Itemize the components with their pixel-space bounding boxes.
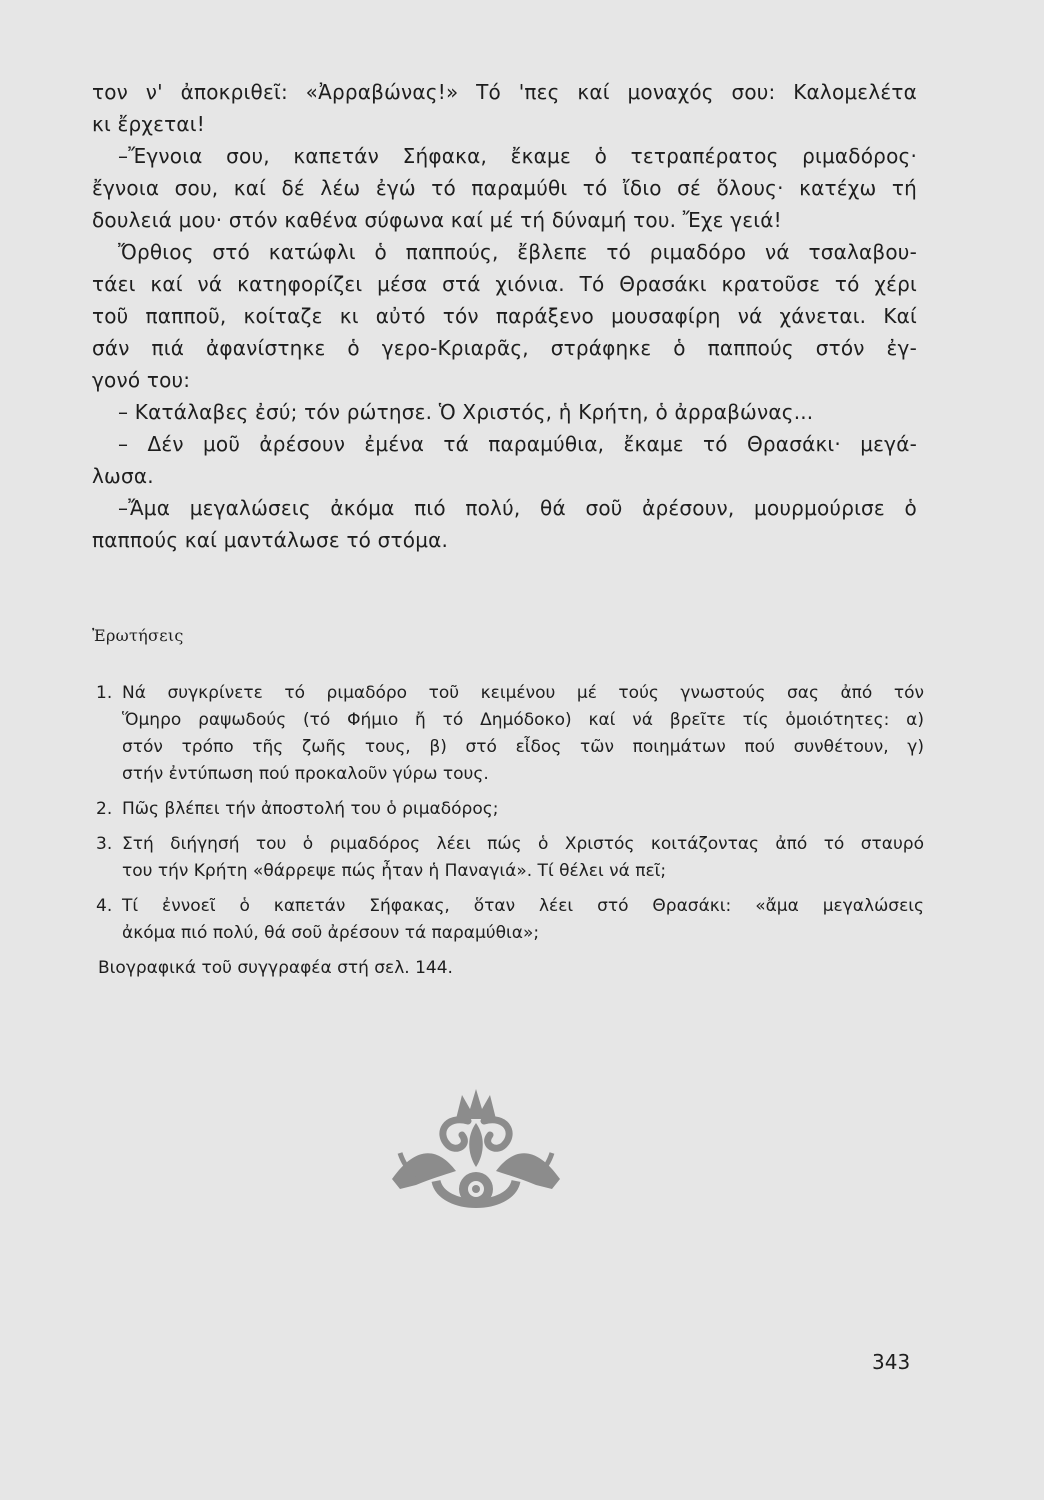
text-line: παππούς καί μαντάλωσε τό στόμα.	[92, 528, 449, 552]
text-line: δουλειά μου· στόν καθένα σύφωνα καί μέ τή δύναμή του. Ἔχε γειά!	[92, 208, 782, 232]
text-line: ἔγνοια σου, καί δέ λέω ἐγώ τό παραμύθι τό ἴδιο σέ ὅλους· κατέχω τή	[92, 176, 917, 200]
question-line: Πῶς βλέπει τήν ἀποστολή του ὁ ριμαδόρος;	[122, 799, 499, 819]
text-line: – Δέν μοῦ ἀρέσουν ἐμένα τά παραμύθια, ἔκαμε τό Θρασάκι· μεγά-	[118, 432, 917, 456]
floral-ornament-icon	[386, 1075, 566, 1220]
text-line: Ὄρθιος στό κατώφλι ὁ παππούς, ἔβλεπε τό ριμαδόρο νά τσαλαβου-	[118, 240, 917, 264]
question-line: στόν τρόπο τῆς ζωῆς τους, β) στό εἶδος τῶν ποιημάτων πού συνθέτουν, γ)	[122, 737, 924, 757]
text-line: –Ἔγνοια σου, καπετάν Σήφακα, ἔκαμε ὁ τετραπέρατος ριμαδόρος·	[118, 144, 917, 168]
text-line: τοῦ παπποῦ, κοίταζε κι αὐτό τόν παράξενο μουσαφίρη νά χάνεται. Καί	[92, 304, 917, 328]
question-line: του τήν Κρήτη «θάρρεψε πώς ἦταν ἡ Παναγιά». Τί θέλει νά πεῖ;	[122, 861, 667, 881]
question-number: 1.	[96, 683, 113, 703]
question-line: στήν ἐντύπωση πού προκαλοῦν γύρω τους.	[122, 764, 489, 784]
questions-heading: Ἐρωτήσεις	[92, 626, 184, 645]
question-text	[122, 893, 924, 947]
question-text	[122, 796, 924, 823]
question-number: 3.	[96, 834, 113, 854]
bio-note: Βιογραφικά τοῦ συγγραφέα στή σελ. 144.	[98, 958, 453, 978]
question-line: Στή διήγησή του ὁ ριμαδόρος λέει πώς ὁ Χριστός κοιτάζοντας ἀπό τό σταυρό	[122, 834, 924, 854]
question-text	[122, 831, 924, 885]
question-item	[96, 796, 926, 823]
question-line: ἀκόμα πιό πολύ, θά σοῦ ἀρέσουν τά παραμύθια»;	[122, 923, 540, 943]
question-item	[96, 893, 926, 947]
text-line: κι ἔρχεται!	[92, 112, 205, 136]
text-line: –Ἄμα μεγαλώσεις ἀκόμα πιό πολύ, θά σοῦ ἀρέσουν, μουρμούρισε ὁ	[118, 496, 917, 520]
question-item	[96, 831, 926, 885]
question-text	[122, 680, 924, 788]
questions-list	[96, 680, 926, 955]
question-number: 2.	[96, 799, 113, 819]
question-item	[96, 680, 926, 788]
question-line: Τί ἐννοεῖ ὁ καπετάν Σήφακας, ὅταν λέει στό Θρασάκι: «ἄμα μεγαλώσεις	[122, 896, 924, 916]
story-text	[92, 76, 917, 556]
text-line: – Κατάλαβες ἐσύ; τόν ρώτησε. Ὁ Χριστός, ἡ Κρήτη, ὁ ἀρραβώνας...	[118, 400, 814, 424]
text-line: σάν πιά ἀφανίστηκε ὁ γερο-Κριαρᾶς, στράφηκε ὁ παππούς στόν ἐγ-	[92, 336, 917, 360]
page-number: 343	[872, 1350, 911, 1374]
question-number: 4.	[96, 896, 113, 916]
question-line: Νά συγκρίνετε τό ριμαδόρο τοῦ κειμένου μέ τούς γνωστούς σας ἀπό τόν	[122, 683, 924, 703]
text-line: λωσα.	[92, 464, 154, 488]
text-line: τον ν' ἀποκριθεῖ: «Ἀρραβώνας!» Τό 'πες καί μοναχός σου: Καλομελέτα	[92, 80, 917, 104]
question-line: Ὅμηρο ραψωδούς (τό Φήμιο ἤ τό Δημόδοκο) καί νά βρεῖτε τίς ὁμοιότητες: α)	[122, 710, 924, 730]
text-line: γονό του:	[92, 368, 191, 392]
text-line: τάει καί νά κατηφορίζει μέσα στά χιόνια. Τό Θρασάκι κρατοῦσε τό χέρι	[92, 272, 917, 296]
